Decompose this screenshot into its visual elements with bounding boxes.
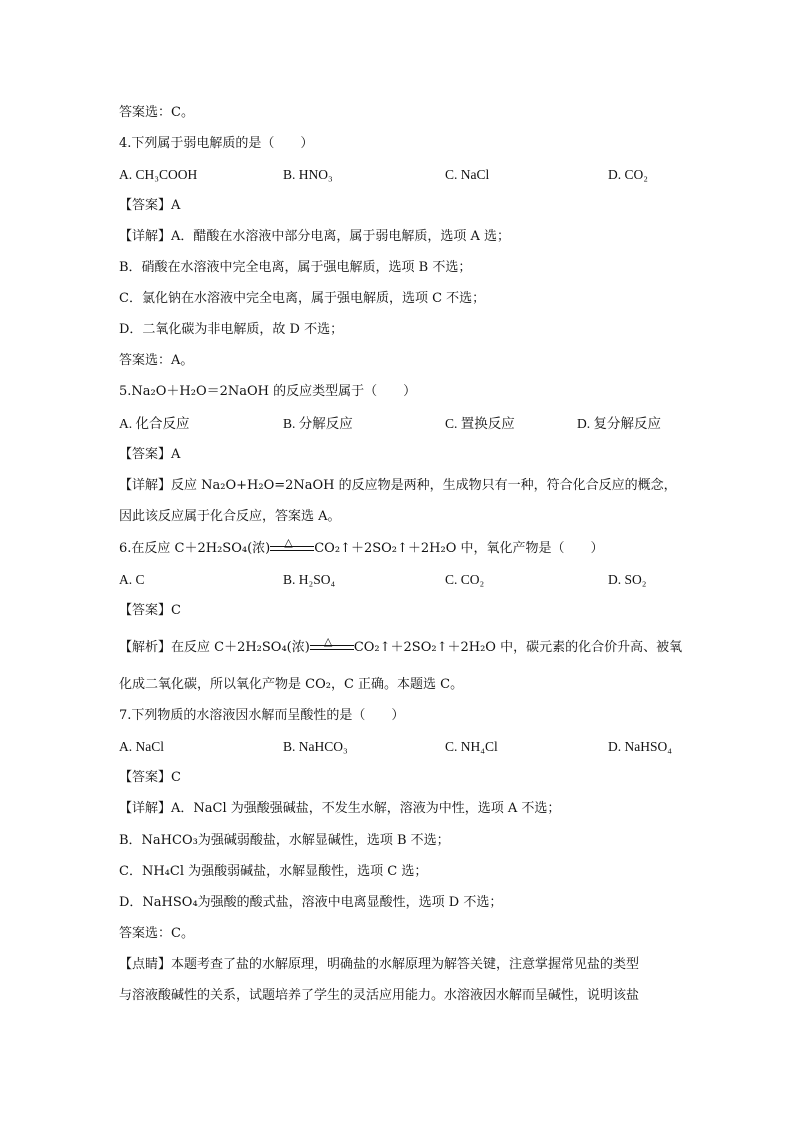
q7-detail-4: D．NaHSO₄为强酸的酸式盐，溶液中电离显酸性，选项 D 不选； — [119, 895, 503, 910]
q7-option-b: B. NaHCO₃ — [283, 739, 348, 754]
q5-answer: 【答案】A — [119, 447, 181, 462]
q7-answer: 【答案】C — [119, 770, 181, 785]
q6-explanation-1 — [119, 635, 683, 657]
q5-detail-2: 因此该反应属于化合反应，答案选 A。 — [119, 509, 341, 524]
q7-detail-2: B．NaHCO₃为强碱弱酸盐，水解显碱性，选项 B 不选； — [119, 833, 450, 848]
q6-stem-pre: 6.在反应 C＋2H₂SO₄(浓) — [119, 541, 271, 556]
question-7-stem: 7.下列物质的水溶液因水解而呈酸性的是（ ） — [119, 708, 405, 723]
q5-detail-1: 【详解】反应 Na₂O+H₂O=2NaOH 的反应物是两种，生成物只有一种，符合化合反应的概念， — [119, 478, 677, 493]
q4-option-b: B. HNO₃ — [283, 167, 333, 182]
q7-detail-3: C．NH₄Cl 为强酸弱碱盐，水解显酸性，选项 C 选； — [119, 864, 428, 879]
q5-option-c: C. 置换反应 — [445, 416, 515, 431]
q7-detail-1: 【详解】A．NaCl 为强酸强碱盐，不发生水解，溶液为中性，选项 A 不选； — [119, 801, 561, 816]
q4-option-d: D. CO₂ — [608, 167, 648, 182]
question-5-stem: 5.Na₂O＋H₂O＝2NaOH 的反应类型属于（ ） — [119, 384, 417, 399]
q4-final: 答案选：A。 — [119, 353, 194, 368]
q7-option-a: A. NaCl — [119, 739, 164, 754]
q7-point-2: 与溶液酸碱性的关系，试题培养了学生的灵活应用能力。水溶液因水解而呈碱性，说明该盐 — [119, 988, 640, 1003]
q5-option-a: A. 化合反应 — [119, 416, 190, 431]
q7-point-1: 【点睛】本题考查了盐的水解原理，明确盐的水解原理为解答关键，注意掌握常见盐的类型 — [119, 957, 640, 972]
q4-answer: 【答案】A — [119, 198, 181, 213]
q4-detail-3: C．氯化钠在水溶液中完全电离，属于强电解质，选项 C 不选； — [119, 291, 486, 306]
heat-arrow-icon: △ — [270, 540, 314, 554]
q5-option-b: B. 分解反应 — [283, 416, 353, 431]
q6-option-d: D. SO₂ — [608, 572, 647, 587]
q6-option-b: B. H₂SO₄ — [283, 572, 336, 587]
q7-option-d: D. NaHSO₄ — [608, 739, 672, 754]
question-6-stem — [119, 536, 604, 558]
q7-final: 答案选：C。 — [119, 926, 194, 941]
q4-detail-1: 【详解】A．醋酸在水溶液中部分电离，属于弱电解质，选项 A 选； — [119, 229, 511, 244]
line-answer-prev: 答案选：C。 — [119, 105, 194, 120]
q6-answer: 【答案】C — [119, 603, 181, 618]
q6-expl-post: CO₂↑＋2SO₂↑＋2H₂O 中，碳元素的化合价升高、被氧 — [353, 640, 683, 655]
q6-explanation-2: 化成二氧化碳，所以氧化产物是 CO₂，C 正确。本题选 C。 — [119, 677, 464, 692]
q7-option-c: C. NH₄Cl — [445, 739, 498, 754]
q6-stem-post: CO₂↑＋2SO₂↑＋2H₂O 中，氧化产物是（ ） — [314, 541, 604, 556]
question-4-stem: 4.下列属于弱电解质的是（ ） — [119, 136, 314, 151]
q4-detail-4: D．二氧化碳为非电解质，故 D 不选； — [119, 322, 344, 337]
q6-expl-pre: 【解析】在反应 C＋2H₂SO₄(浓) — [119, 640, 310, 655]
q6-option-a: A. C — [119, 572, 145, 587]
q4-option-a: A. CH₃COOH — [119, 167, 198, 182]
q5-option-d: D. 复分解反应 — [577, 416, 661, 431]
q6-option-c: C. CO₂ — [445, 572, 485, 587]
q4-detail-2: B．硝酸在水溶液中完全电离，属于强电解质，选项 B 不选； — [119, 260, 472, 275]
q4-option-c: C. NaCl — [445, 167, 490, 182]
heat-arrow-icon: △ — [310, 639, 354, 653]
